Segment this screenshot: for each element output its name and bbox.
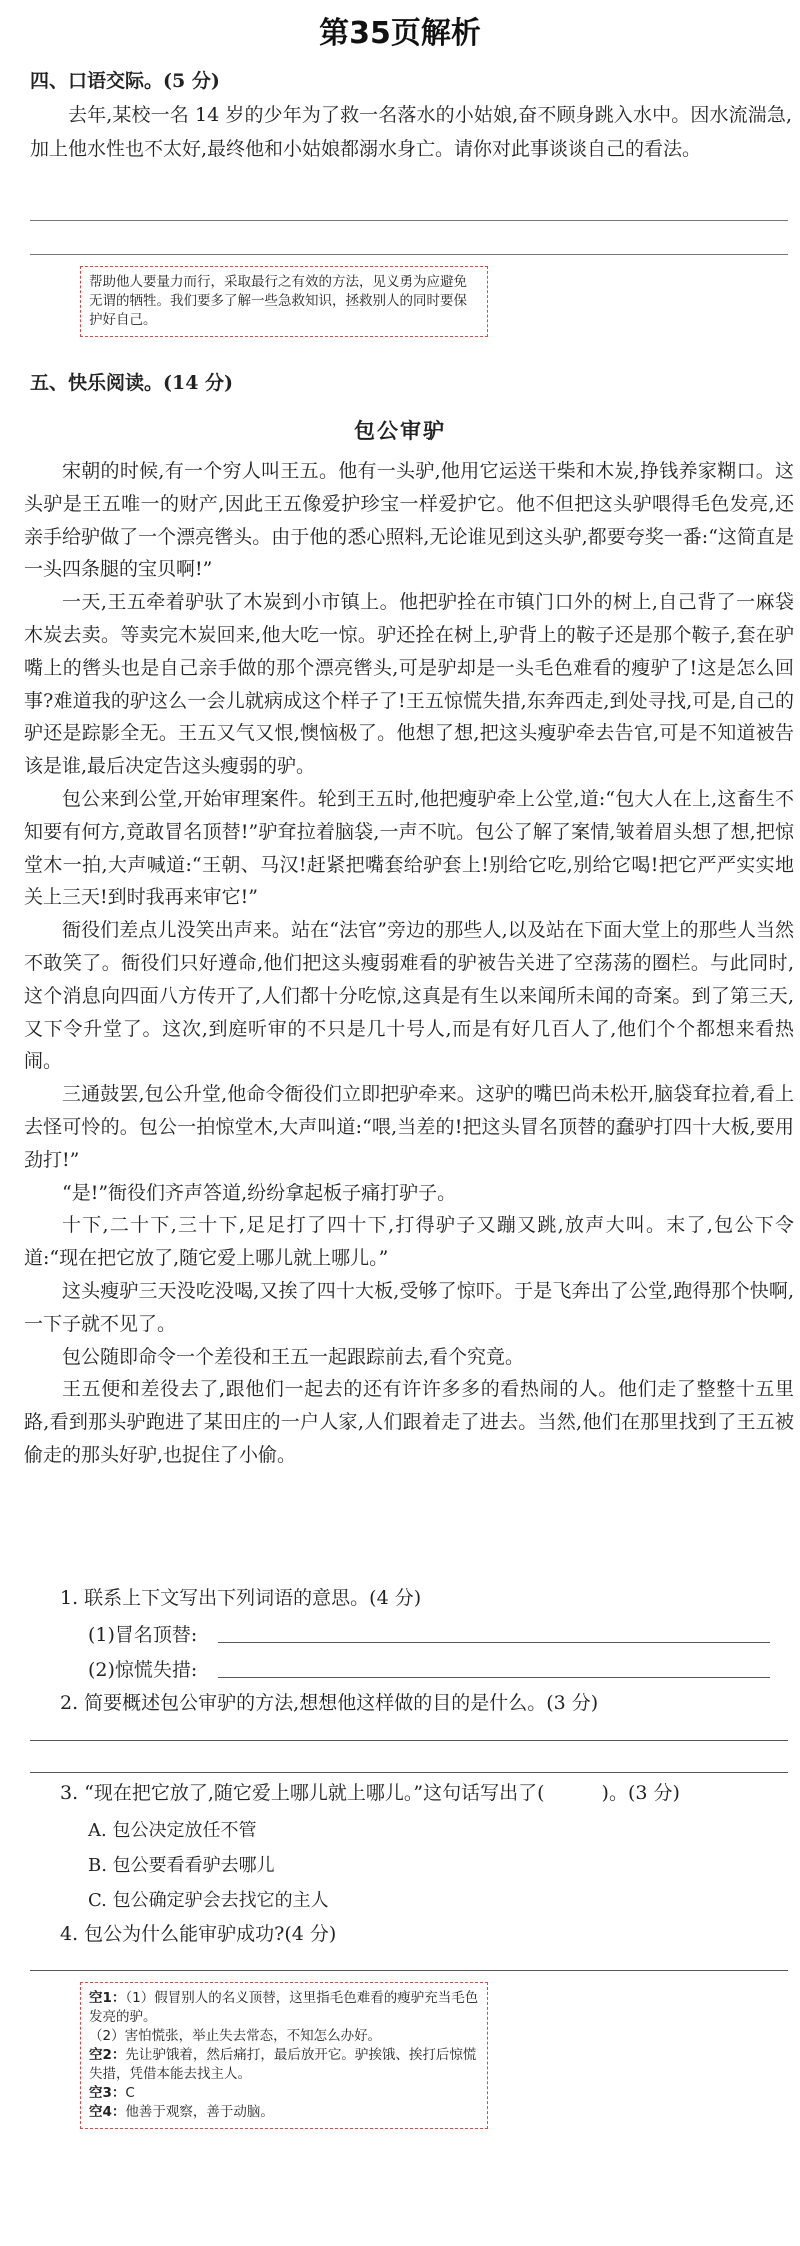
blank-line xyxy=(30,1970,788,1971)
answer-text: 帮助他人要量力而行，采取最行之有效的方法，见义勇为应避免无谓的牺牲。我们要多了解一些急救知识，拯救别人的同时要保护好自己。 xyxy=(89,274,467,328)
question-3: 3. “现在把它放了,随它爱上哪儿就上哪儿。”这句话写出了( )。(3 分) xyxy=(60,1782,680,1804)
story-paragraph: 十下,二十下,三十下,足足打了四十下,打得驴子又蹦又跳,放声大叫。末了,包公下令道:“现在把它放了,随它爱上哪儿就上哪儿。” xyxy=(24,1214,794,1270)
option-b: B. 包公要看看驴去哪儿 xyxy=(88,1855,275,1876)
section-4-heading: 四、口语交际。(5 分) xyxy=(30,70,220,92)
answer-3 xyxy=(89,2084,479,2103)
answer-text: C xyxy=(125,2085,135,2101)
question-4: 4. 包公为什么能审驴成功?(4 分) xyxy=(60,1923,337,1945)
story-text xyxy=(24,455,794,1472)
question-1: 1. 联系上下文写出下列词语的意思。(4 分) xyxy=(60,1587,422,1609)
answer-text: （1）假冒别人的名义顶替，这里指毛色难看的瘦驴充当毛色发亮的驴。 xyxy=(89,1990,479,2025)
answer-label: 空3： xyxy=(89,2085,126,2101)
story-title: 包公审驴 xyxy=(354,418,446,443)
story-paragraph: 三通鼓罢,包公升堂,他命令衙役们立即把驴牵来。这驴的嘴巴尚未松开,脑袋耷拉着,看上去怪可怜的。包公一拍惊堂木,大声叫道:“喂,当差的!把这头冒名顶替的蠢驴打四十大板,要用劲打!” xyxy=(24,1083,794,1171)
blank-line xyxy=(218,1677,770,1678)
answer-label: 空1： xyxy=(89,1990,126,2006)
blank-line xyxy=(218,1642,770,1643)
story-paragraph: 包公来到公堂,开始审理案件。轮到王五时,他把瘦驴牵上公堂,道:“包大人在上,这畜生不知要有何方,竟敢冒名顶替!”驴耷拉着脑袋,一声不吭。包公了解了案情,皱着眉头想了想,把惊堂木一拍,大声喊道:“王朝、马汉!赶紧把嘴套给驴套上!别给它吃,别给它喝!把它严严实实地关上三天!到时我再来审它!” xyxy=(24,787,794,909)
answer-label: 空4： xyxy=(89,2104,126,2120)
answer-4 xyxy=(89,2103,479,2122)
answer-1b xyxy=(89,2027,479,2046)
blank-line xyxy=(30,1740,788,1741)
section-4-prompt: 去年,某校一名 14 岁的少年为了救一名落水的小姑娘,奋不顾身跳入水中。因水流湍急,加上他水性也不太好,最终他和小姑娘都溺水身亡。请你对此事谈谈自己的看法。 xyxy=(30,104,792,160)
story-paragraph: 王五便和差役去了,跟他们一起去的还有许许多多的看热闹的人。他们走了整整十五里路,看到那头驴跑进了某田庄的一户人家,人们跟着走了进去。当然,他们在那里找到了王五被偷走的那头好驴,也捉住了小偷。 xyxy=(24,1378,794,1466)
answer-text: （2）害怕慌张，举止失去常态，不知怎么办好。 xyxy=(89,2028,382,2044)
answer-text: 先让驴饿着，然后痛打，最后放开它。驴挨饿、挨打后惊慌失措，凭借本能去找主人。 xyxy=(89,2047,477,2082)
answer-1a xyxy=(89,1989,479,2027)
option-c: C. 包公确定驴会去找它的主人 xyxy=(88,1890,329,1911)
answer-2 xyxy=(89,2046,479,2084)
question-1b: (2)惊慌失措: xyxy=(88,1659,198,1681)
answer-label: 空2： xyxy=(89,2047,126,2063)
story-paragraph: 包公随即命令一个差役和王五一起跟踪前去,看个究竟。 xyxy=(62,1345,525,1368)
blank-line xyxy=(30,1772,788,1773)
answer-text: 他善于观察，善于动脑。 xyxy=(125,2104,274,2120)
answer-line xyxy=(30,254,788,255)
answer-box-section-4 xyxy=(80,266,488,337)
story-paragraph: “是!”衙役们齐声答道,纷纷拿起板子痛打驴子。 xyxy=(62,1181,457,1204)
option-a: A. 包公决定放任不管 xyxy=(88,1820,257,1841)
answer-box-section-5 xyxy=(80,1982,488,2129)
section-5-heading: 五、快乐阅读。(14 分) xyxy=(30,372,234,394)
answer-line xyxy=(30,220,788,221)
story-paragraph: 宋朝的时候,有一个穷人叫王五。他有一头驴,他用它运送干柴和木炭,挣钱养家糊口。这头驴是王五唯一的财产,因此王五像爱护珍宝一样爱护它。他不但把这头驴喂得毛色发亮,还亲手给驴做了一个漂亮辔头。由于他的悉心照料,无论谁见到这头驴,都要夸奖一番:“这简直是一头四条腿的宝贝啊!” xyxy=(24,460,794,581)
question-1a: (1)冒名顶替: xyxy=(88,1624,198,1646)
story-paragraph: 衙役们差点儿没笑出声来。站在“法官”旁边的那些人,以及站在下面大堂上的那些人当然不敢笑了。衙役们只好遵命,他们把这头瘦弱难看的驴被告关进了空荡荡的圈栏。与此同时,这个消息向四面八方传开了,人们都十分吃惊,这真是有生以来闻所未闻的奇案。到了第三天,又下令升堂了。这次,到庭听审的不只是几十号人,而是有好几百人了,他们个个都想来看热闹。 xyxy=(24,919,794,1073)
question-2: 2. 简要概述包公审驴的方法,想想他这样做的目的是什么。(3 分) xyxy=(60,1692,599,1714)
story-paragraph: 一天,王五牵着驴驮了木炭到小市镇上。他把驴拴在市镇门口外的树上,自己背了一麻袋木炭去卖。等卖完木炭回来,他大吃一惊。驴还拴在树上,驴背上的鞍子还是那个鞍子,套在驴嘴上的辔头也是自己亲手做的那个漂亮辔头,可是驴却是一头毛色难看的瘦驴了!这是怎么回事?难道我的驴这么一会儿就病成这个样子了!王五惊慌失措,东奔西走,到处寻找,可是,自己的驴还是踪影全无。王五又气又恨,懊恼极了。他想了想,把这头瘦驴牵去告官,可是不知道被告该是谁,最后决定告这头瘦弱的驴。 xyxy=(24,591,794,778)
page-title: 第35页解析 xyxy=(319,16,481,51)
story-paragraph: 这头瘦驴三天没吃没喝,又挨了四十大板,受够了惊吓。于是飞奔出了公堂,跑得那个快啊,一下子就不见了。 xyxy=(24,1279,794,1335)
